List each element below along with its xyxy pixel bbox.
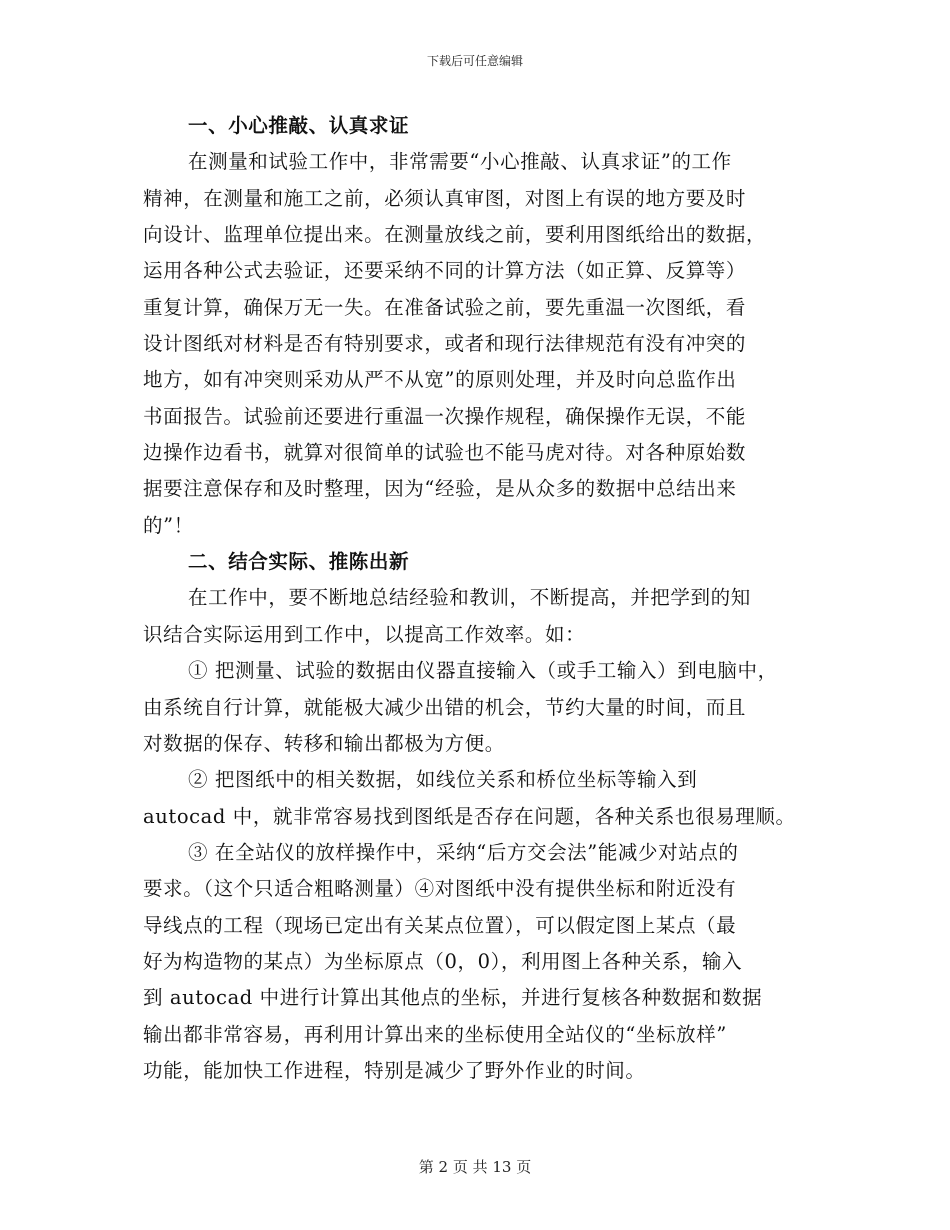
- paragraph-line: 在测量和试验工作中，非常需要“小心推敲、认真求证”的工作: [188, 150, 732, 174]
- paragraph-line: 重复计算，确保万无一失。在准备试验之前，要先重温一次图纸，看: [143, 295, 747, 319]
- paragraph-line: 功能，能加快工作进程，特别是减少了野外作业的时间。: [143, 1058, 646, 1082]
- page-header: 下载后可任意编辑: [426, 54, 523, 68]
- paragraph-line: 导线点的工程（现场已定出有关某点位置），可以假定图上某点（最: [143, 913, 737, 937]
- paragraph-line: 精神，在测量和施工之前，必须认真审图，对图上有误的地方要及时: [143, 186, 747, 210]
- paragraph-line: 对数据的保存、转移和输出都极为方便。: [143, 731, 505, 755]
- paragraph-line: 书面报告。试验前还要进行重温一次操作规程，确保操作无误，不能: [143, 404, 747, 428]
- paragraph-line: 据要注意保存和及时整理，因为“经验，是从众多的数据中总结出来: [143, 477, 737, 501]
- list-item-line: ③ 在全站仪的放样操作中，采纳“后方交会法”能减少对站点的: [188, 840, 739, 864]
- paragraph-line: 地方，如有冲突则采劝从严不从宽”的原则处理，并及时向总监作出: [143, 368, 737, 392]
- paragraph-line: 输出都非常容易，再利用计算出来的坐标使用全站仪的“坐标放样”: [143, 1022, 727, 1046]
- paragraph-line: 要求。（这个只适合粗略测量）④对图纸中没有提供坐标和附近没有: [143, 877, 737, 901]
- paragraph-line: 由系统自行计算，就能极大减少出错的机会，节约大量的时间，而且: [143, 695, 747, 719]
- list-item-line: ② 把图纸中的相关数据，如线位关系和桥位坐标等输入到: [188, 768, 698, 792]
- document-body: [143, 108, 813, 1089]
- paragraph-line: 向设计、监理单位提出来。在测量放线之前，要利用图纸给出的数据，: [143, 223, 767, 247]
- section-heading: 二、结合实际、推陈出新: [188, 550, 410, 574]
- paragraph-line: 边操作边看书，就算对很简单的试验也不能马虎对待。对各种原始数: [143, 441, 747, 465]
- paragraph-line: 识结合实际运用到工作中，以提高工作效率。如：: [143, 622, 586, 646]
- paragraph-line: 运用各种公式去验证，还要采纳不同的计算方法（如正算、反算等）: [143, 259, 747, 283]
- paragraph-line: 设计图纸对材料是否有特别要求，或者和现行法律规范有没有冲突的: [143, 332, 747, 356]
- paragraph-line: 到 autocad 中进行计算出其他点的坐标，并进行复核各种数据和数据: [143, 986, 763, 1010]
- paragraph-line: 的”！: [143, 513, 194, 537]
- paragraph-line: 好为构造物的某点）为坐标原点（0，0），利用图上各种关系，输入: [143, 949, 743, 973]
- paragraph-line: 在工作中，要不断地总结经验和教训，不断提高，并把学到的知: [188, 586, 751, 610]
- list-item-line: ① 把测量、试验的数据由仪器直接输入（或手工输入）到电脑中，: [188, 659, 778, 683]
- page-number-footer: 第 2 页 共 13 页: [418, 1158, 532, 1176]
- section-heading: 一、小心推敲、认真求证: [188, 114, 410, 137]
- paragraph-line: autocad 中，就非常容易找到图纸是否存在问题，各种关系也很易理顺。: [143, 804, 796, 828]
